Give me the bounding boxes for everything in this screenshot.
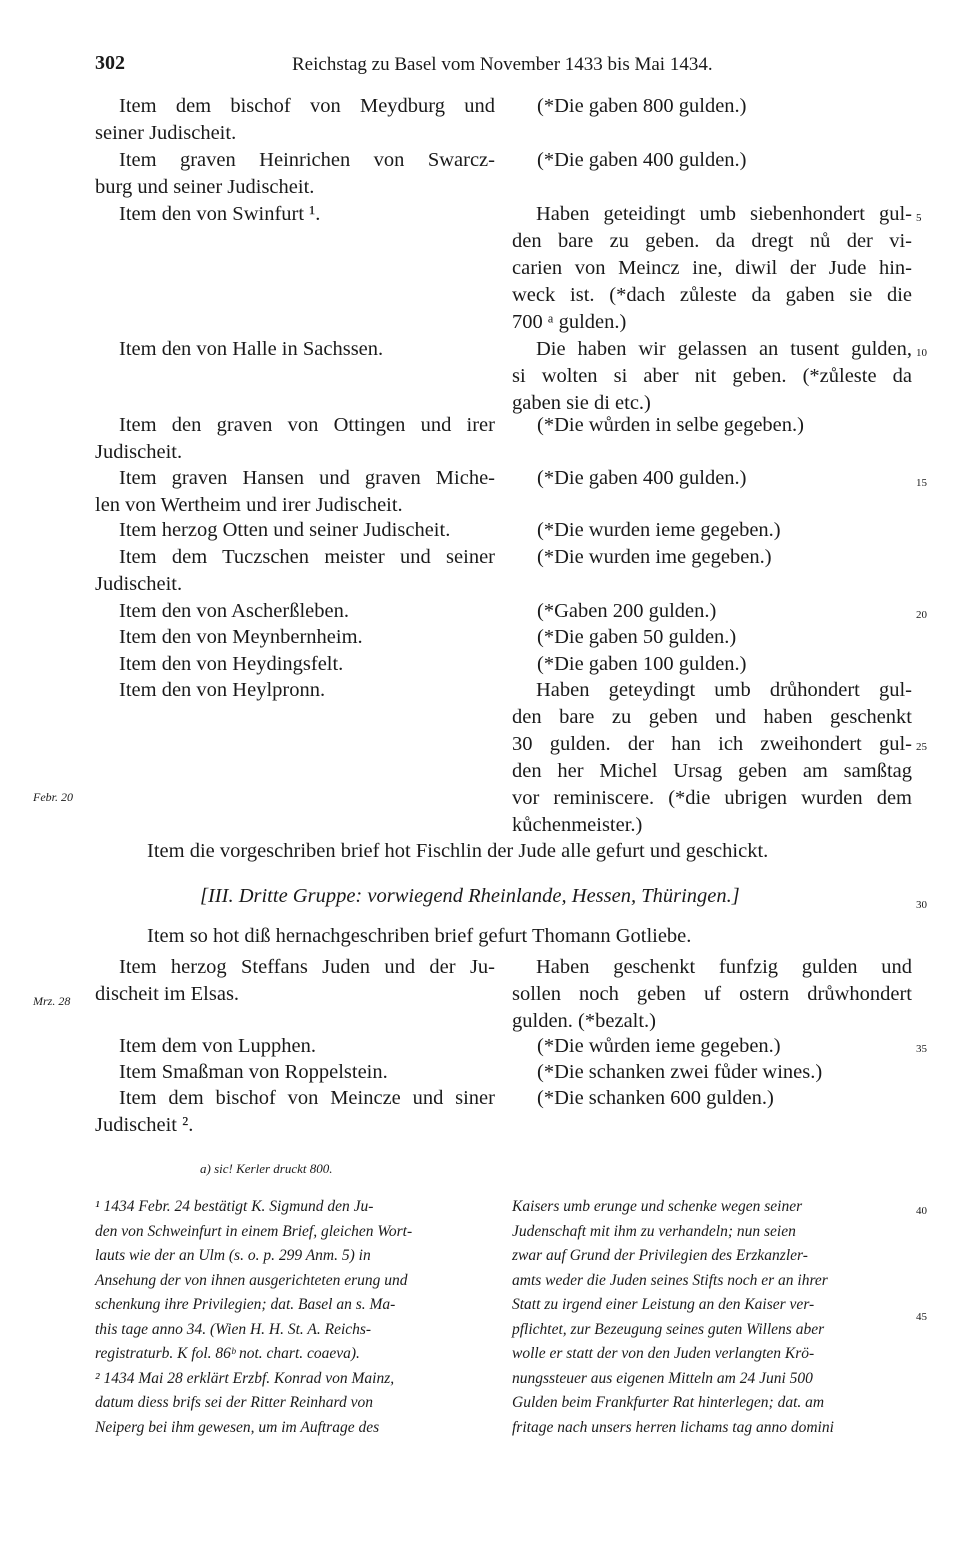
entry-right: (*Die gaben 800 gulden.) (537, 95, 747, 117)
entry-right: (*Die gaben 100 gulden.) (537, 653, 747, 675)
entry-left: Item den von Ascherßleben. (119, 600, 349, 622)
entry-left: Item dem bischof von Meincze und siner Judischeit ². (95, 1087, 495, 1136)
entry-left: Item dem von Lupphen. (119, 1035, 316, 1057)
line-number: 10 (916, 347, 927, 359)
entry-right: (*Die wůrden in selbe gegeben.) (537, 414, 804, 436)
entry-right: (*Die wurden ime gegeben.) (537, 546, 772, 568)
entry-right: (*Die schanken 600 gulden.) (537, 1087, 774, 1109)
line-number: 15 (916, 477, 927, 489)
line-number: 30 (916, 899, 927, 911)
entry-left: Item den von Halle in Sachssen. (119, 338, 384, 360)
page-number: 302 (95, 52, 125, 74)
line-number: 45 (916, 1311, 927, 1323)
entry-left: Item graven Hansen und graven Miche- len von Wertheim und irer Judischeit. (95, 467, 495, 516)
line-number: 40 (916, 1205, 927, 1217)
margin-date: Febr. 20 (33, 790, 73, 804)
entry-right: Haben geteidingt umb siebenhondert gul- den bare zu geben. da dregt nů der vi- carien von Meincz ine, diwil der Jude hin- weck ist. (*dach zůleste da gaben sie die 700 ᵃ gulden.) (512, 203, 912, 333)
entry-right: (*Die gaben 400 gulden.) (537, 149, 747, 171)
entry-left: Item den von Heylpronn. (119, 679, 326, 701)
line-number: 25 (916, 741, 927, 753)
entry-right: (*Die schanken zwei fůder wines.) (537, 1061, 823, 1083)
line-number: 35 (916, 1043, 927, 1055)
entry-right: (*Die wůrden ieme gegeben.) (537, 1035, 781, 1057)
entry-right: (*Gaben 200 gulden.) (537, 600, 717, 622)
entry-right: Haben geteydingt umb drůhondert gul- den bare zu geben und haben geschenkt 30 gulden. der han ich zweihondert gul- den her Michel Ursag geben am samßtag vor reminiscere. (*die ubrigen wurden dem kůchenmeister.) (512, 679, 912, 836)
entry-left: Item den von Meynbernheim. (119, 626, 363, 648)
margin-date: Mrz. 28 (33, 994, 71, 1008)
entry-left: Item den von Swinfurt ¹. (119, 203, 321, 225)
entry-right: (*Die gaben 50 gulden.) (537, 626, 737, 648)
entry-right: (*Die wurden ieme gegeben.) (537, 519, 781, 541)
footnotes-right: Kaisers umb erunge und schenke wegen seiner Judenschaft mit ihm zu verhandeln; nun seien zwar auf Grund der Privilegien des Erzkanzler- amts weder die Juden seines Stifts noch er an ihrer Statt zu irgend einer Leistung an den Kaiser ver- pflichtet, zur Bezeugung seines guten Willens aber wolle er statt der von den Juden verlangten Krö- nungssteuer aus eigenen Mitteln am 24 Juni 500 Gulden beim Frankfurter Rat hinterlegen; dat. am fritage nach unsers herren lichams tag anno domini (512, 1198, 834, 1436)
entry-right: Haben geschenkt funfzig gulden und sollen noch geben uf ostern drůwhondert gulden. (*bezalt.) (512, 956, 912, 1032)
entry-right: (*Die gaben 400 gulden.) (537, 467, 747, 489)
section-heading: [III. Dritte Gruppe: vorwiegend Rheinlande, Hessen, Thüringen.] (200, 885, 740, 907)
entry-right: Die haben wir gelassen an tusent gulden, si wolten si aber nit geben. (*zůleste da gaben sie di etc.) (512, 338, 912, 414)
entry-left: Item dem Tuczschen meister und seiner Judischeit. (95, 546, 495, 595)
section-intro: Item so hot diß hernachgeschriben brief gefurt Thomann Gotliebe. (147, 925, 692, 947)
entry-left: Item dem bischof von Meydburg und seiner Judischeit. (95, 95, 495, 144)
running-title: Reichstag zu Basel vom November 1433 bis Mai 1434. (292, 54, 713, 75)
entry-left: Item den von Heydingsfelt. (119, 653, 344, 675)
entry-left: Item graven Heinrichen von Swarcz- burg und seiner Judischeit. (95, 149, 495, 198)
line-number: 5 (916, 212, 922, 224)
entry-left: Item den graven von Ottingen und irer Judischeit. (95, 414, 495, 463)
entry-left: Item Smaßman von Roppelstein. (119, 1061, 388, 1083)
footnotes-left: ¹ 1434 Febr. 24 bestätigt K. Sigmund den Ju- den von Schweinfurt in einem Brief, gleichen Wort- lauts wie der an Ulm (s. o. p. 299 Anm. 5) in Ansehung der von ihnen ausgerichteten erung und schenkung ihre Privilegien; dat. Basel an s. Ma- this tage anno 34. (Wien H. H. St. A. Reichs- registraturb. K fol. 86ᵇ not. chart. coaeva). ² 1434 Mai 28 erklärt Erzbf. Konrad von Mainz, datum diess brifs sei der Ritter Reinhard von Neiperg bei ihm gewesen, um im Auftrage des (95, 1198, 413, 1436)
closing-line: Item die vorgeschriben brief hot Fischlin der Jude alle gefurt und geschickt. (147, 840, 769, 862)
line-number: 20 (916, 609, 927, 621)
entry-left: Item herzog Steffans Juden und der Ju- discheit im Elsas. (95, 956, 495, 1005)
textual-note: a) sic! Kerler druckt 800. (200, 1161, 333, 1176)
entry-left: Item herzog Otten und seiner Judischeit. (119, 519, 451, 541)
